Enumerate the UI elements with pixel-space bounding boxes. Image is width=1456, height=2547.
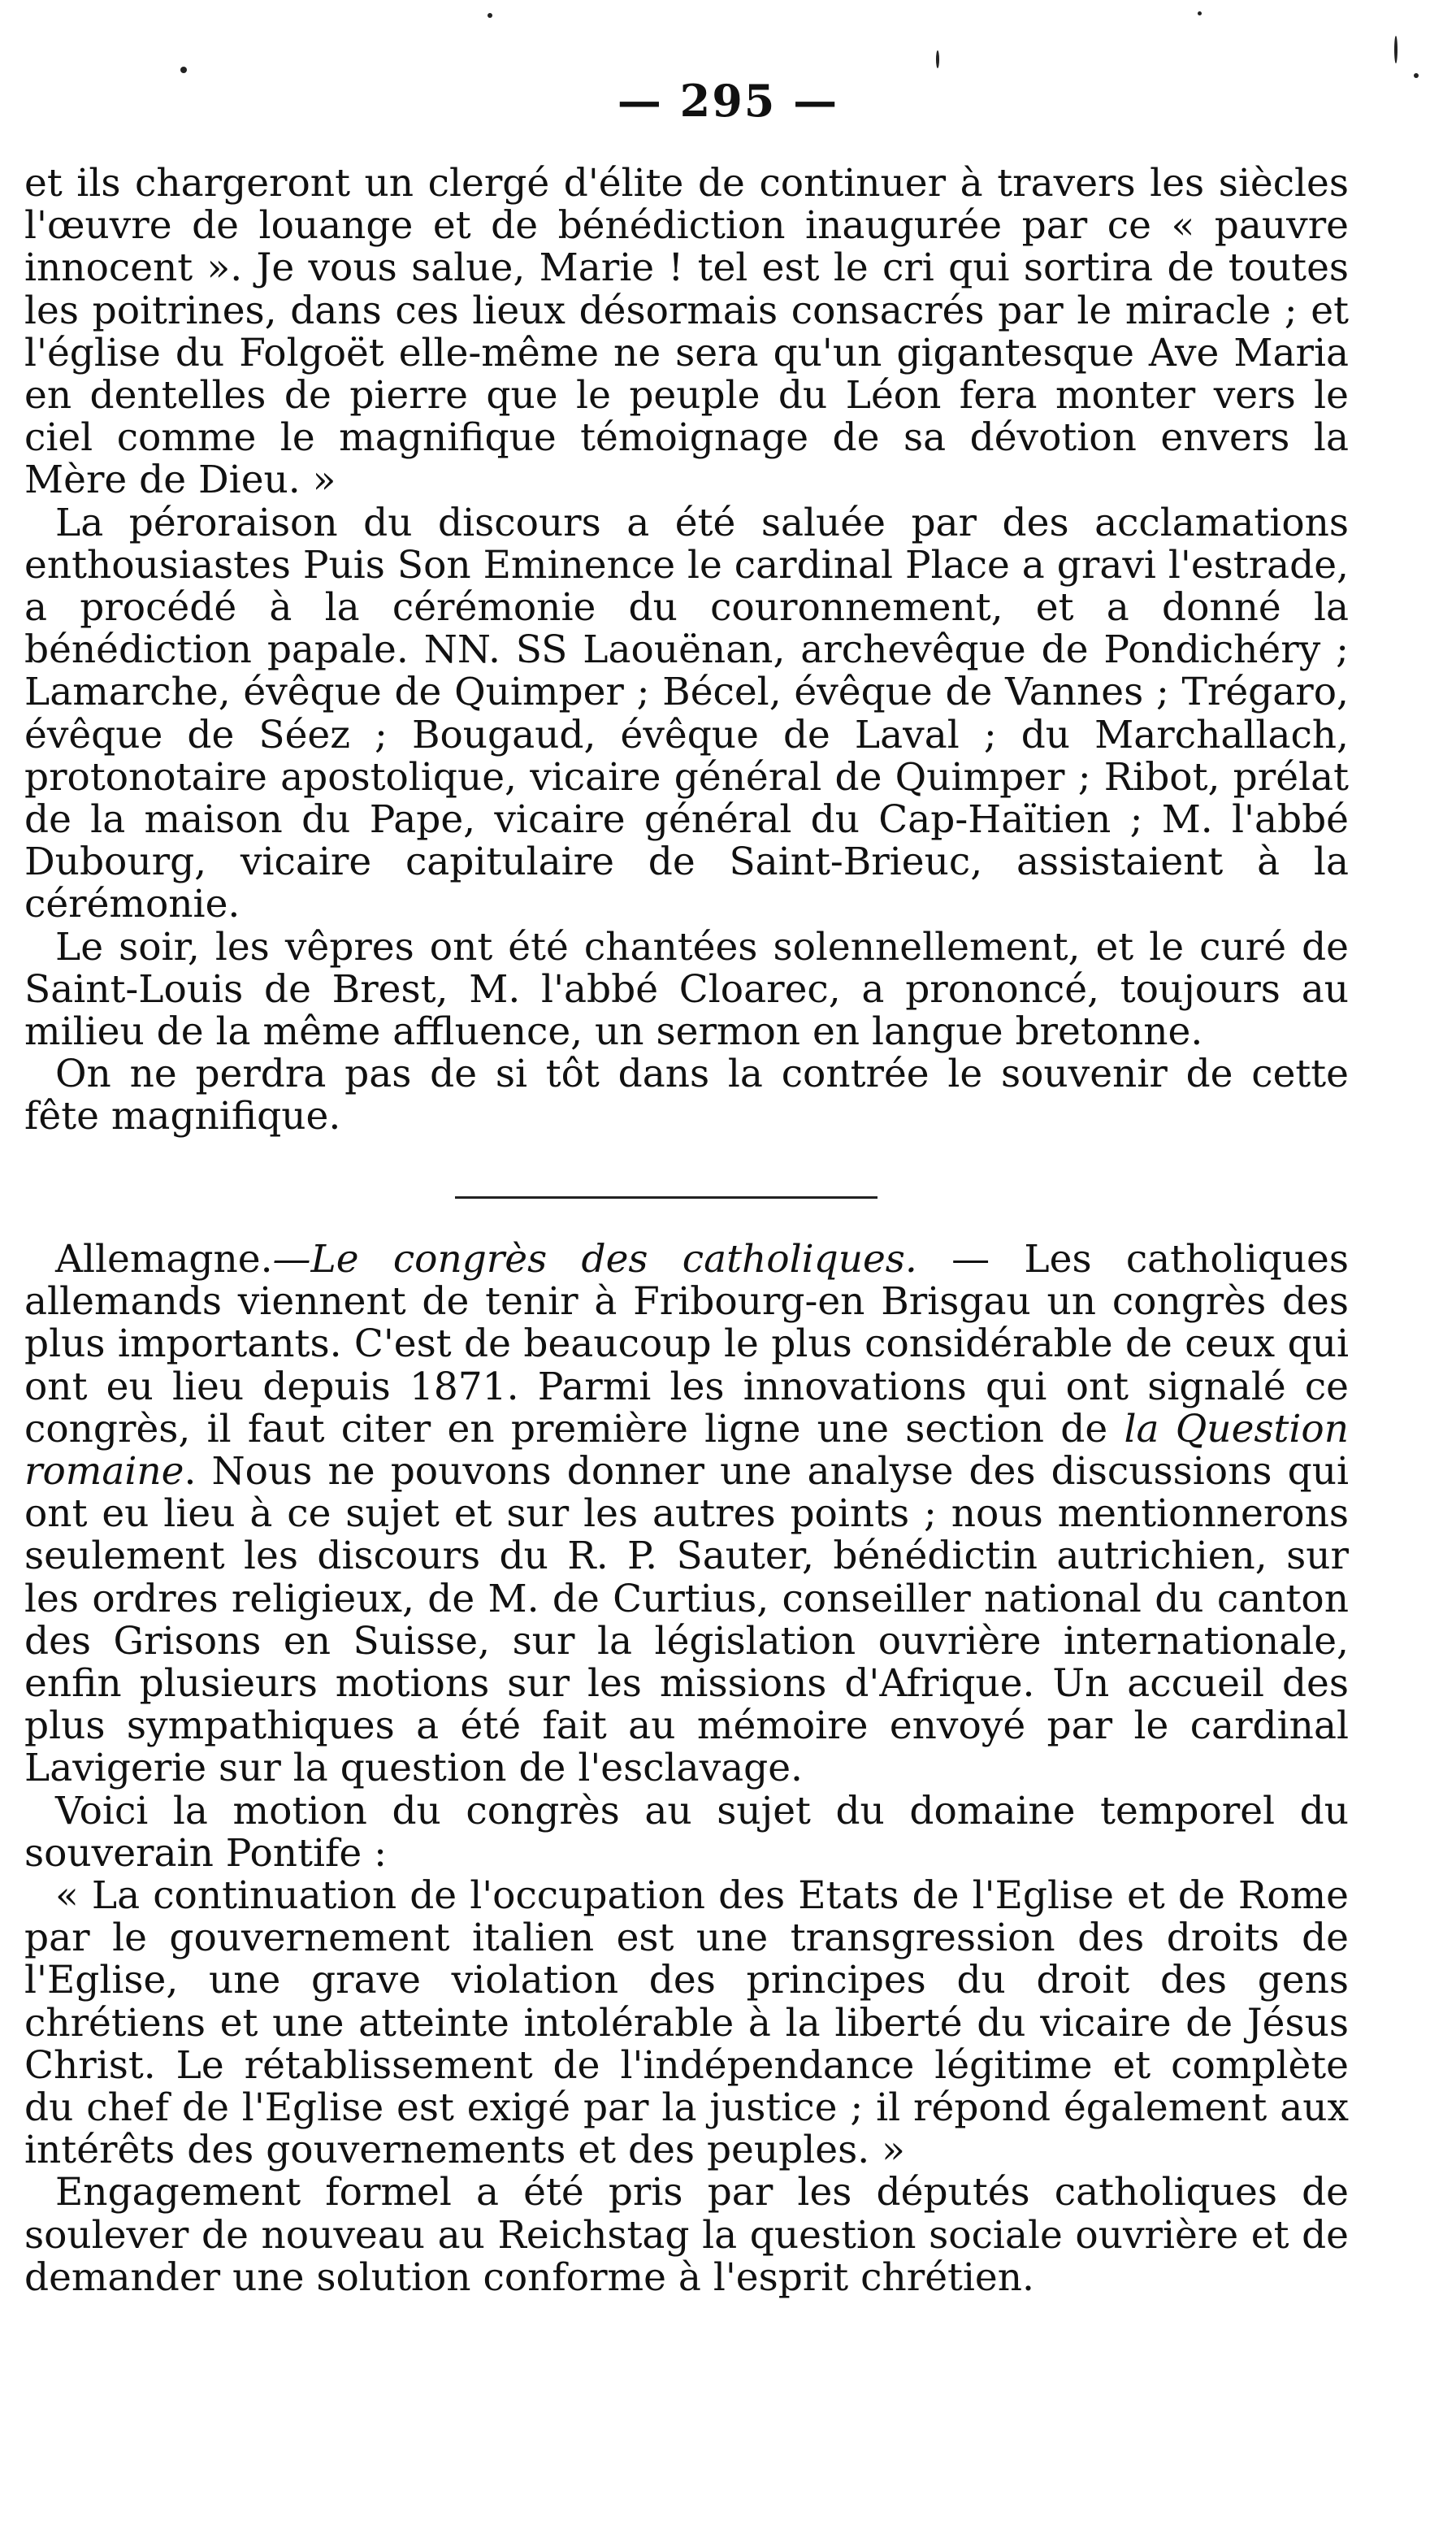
paragraph: On ne perdra pas de si tôt dans la contrée le souvenir de cette fête magnifique. [24, 1052, 1349, 1139]
paragraph [24, 1239, 1349, 1790]
print-speck [180, 67, 187, 73]
print-speck [488, 13, 492, 18]
paragraph: et ils chargeront un clergé d'élite de continuer à travers les siècles l'œuvre de louange et de bénédiction inaugurée par ce « pauvre innocent ». Je vous salue, Marie ! tel est le cri qui sortira de toutes les poitrines, dans ces lieux désormais consacrés par le miracle ; et l'église du Folgoët elle-même ne sera qu'un gigantesque Ave Maria en dentelles de pierre que le peuple du Léon fera monter vers le ciel comme le magnifique témoignage de sa dévotion envers la Mère de Dieu. » [24, 161, 1349, 503]
paragraph: Voici la motion du congrès au sujet du domaine temporel du souverain Pontife : [24, 1788, 1349, 1876]
section-divider [455, 1196, 878, 1199]
article-folgoet [24, 163, 1349, 1139]
page-number [0, 75, 1456, 127]
paragraph: Engagement formel a été pris par les députés catholiques de soulever de nouveau au Reichstag la question sociale ouvrière et de demander une solution conforme à l'esprit chrétien. [24, 2170, 1349, 2300]
section-heading-title: —Le congrès des catholiques. [272, 1237, 917, 1282]
paragraph: Le soir, les vêpres ont été chantées solennellement, et le curé de Saint-Louis de Brest, M. l'abbé Cloarec, a prononcé, toujours au milieu de la même affluence, un sermon en langue bretonne. [24, 924, 1349, 1055]
print-speck [1198, 11, 1202, 15]
print-speck [936, 50, 939, 68]
quotation: « La continuation de l'occupation des Etats de l'Eglise et de Rome par le gouvernement italien est une transgression des droits de l'Eglise, une grave violation des principes du droit des gens chrétiens et une atteinte intolérable à la liberté du vicaire de Jésus Christ. Le rétablissement de l'indépendance légitime et complète du chef de l'Eglise est exigé par la justice ; il répond également aux intérêts des gouvernements et des peuples. » [24, 1873, 1349, 2173]
article-allemagne [24, 1239, 1349, 2299]
page-number-ornament-left: — [617, 75, 663, 127]
page-number-value: 295 [679, 75, 777, 127]
paragraph-text: — Les catholiques allemands viennent de tenir à Fribourg-en Brisgau un congrès des plus importants. C'est de beaucoup le plus considérable de ceux qui ont eu lieu depuis 1871. Parmi les innovations qui ont signalé ce congrès, il faut citer en première ligne une section de [24, 1237, 1349, 1451]
section-heading-country: Allemagne. [55, 1237, 273, 1282]
page-number-ornament-right: — [793, 75, 839, 127]
print-speck [1394, 36, 1398, 63]
italic-phrase: la Question romaine [24, 1406, 1349, 1495]
paragraph-text: . Nous ne pouvons donner une analyse des discussions qui ont eu lieu à ce sujet et sur les autres points ; nous mentionnerons seulement les discours du R. P. Sauter, bénédictin autrichien, sur les ordres religieux, de M. de Curtius, conseiller national du canton des Grisons en Suisse, sur la législation ouvrière internationale, enfin plusieurs motions sur les missions d'Afrique. Un accueil des plus sympathiques a été fait au mémoire envoyé par le cardinal Lavigerie sur la question de l'esclavage. [24, 1449, 1349, 1791]
paragraph: La péroraison du discours a été saluée par des acclamations enthousiastes Puis Son Eminence le cardinal Place a gravi l'estrade, a procédé à la cérémonie du couronnement, et a donné la bénédiction papale. NN. SS Laouënan, archevêque de Pondichéry ; Lamarche, évêque de Quimper ; Bécel, évêque de Vannes ; Trégaro, évêque de Séez ; Bougaud, évêque de Laval ; du Marchallach, protonotaire apostolique, vicaire général de Quimper ; Ribot, prélat de la maison du Pape, vicaire général du Cap-Haïtien ; M. l'abbé Dubourg, vicaire capitulaire de Saint-Brieuc, assistaient à la cérémonie. [24, 500, 1349, 927]
